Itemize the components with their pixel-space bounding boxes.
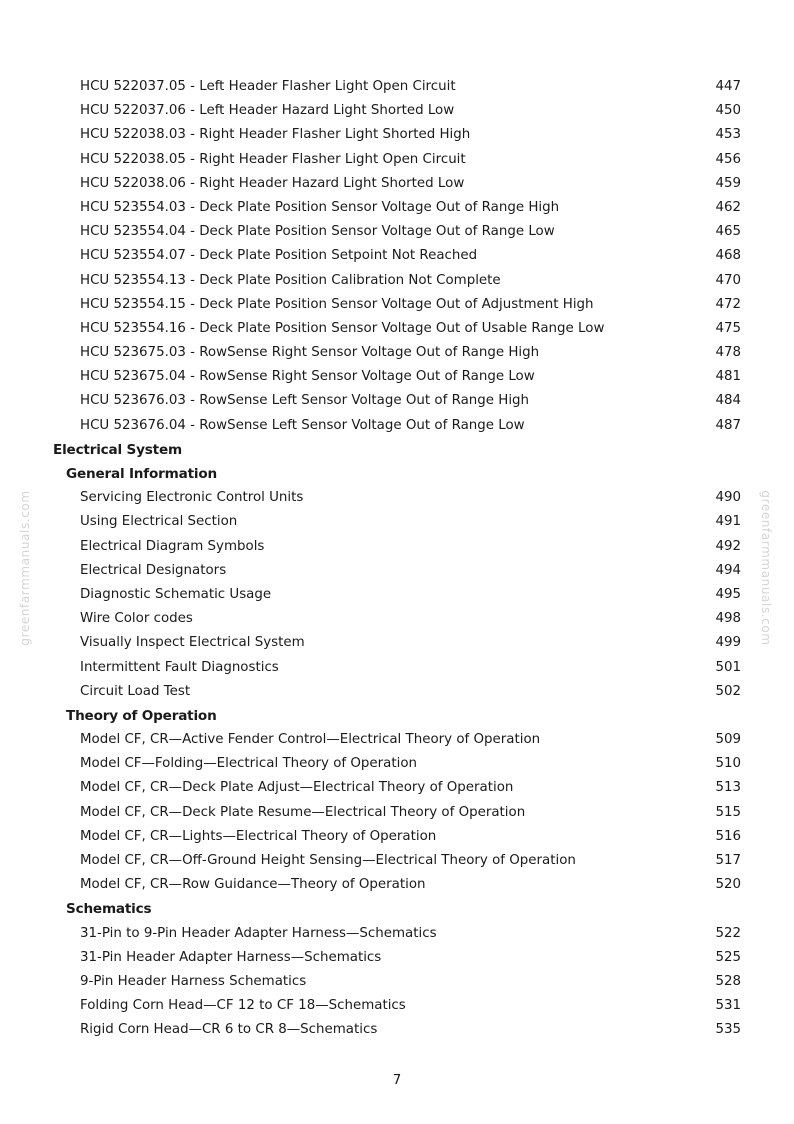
toc-entry-title: 31-Pin Header Adapter Harness—Schematics: [80, 949, 382, 965]
toc-entry-title: HCU 522038.03 - Right Header Flasher Light Shorted High: [80, 127, 471, 143]
toc-entry[interactable]: [0, 922, 794, 946]
toc-entry-title: HCU 523554.03 - Deck Plate Position Sensor Voltage Out of Range High: [80, 199, 560, 215]
toc-entry-page: 535: [715, 1022, 741, 1038]
toc-entry[interactable]: [0, 220, 794, 244]
toc-entry-page: 490: [715, 490, 741, 506]
toc-entry-title: HCU 523554.15 - Deck Plate Position Sensor Voltage Out of Adjustment High: [80, 296, 594, 312]
toc-entry-title: Using Electrical Section: [80, 514, 238, 530]
toc-entry[interactable]: [0, 293, 794, 317]
toc-entry[interactable]: [0, 148, 794, 172]
toc-entry-page: 475: [715, 320, 741, 336]
toc-heading-title: General Information: [66, 466, 217, 482]
toc-entry-title: 9-Pin Header Harness Schematics: [80, 973, 307, 989]
toc-entry-page: 509: [715, 732, 741, 748]
toc-entry-title: Model CF, CR—Off-Ground Height Sensing—Electrical Theory of Operation: [80, 853, 576, 868]
toc-entry[interactable]: [0, 849, 794, 873]
toc-entry[interactable]: [0, 414, 794, 438]
toc-entry-page: 484: [715, 393, 741, 409]
toc-entry-page: 531: [715, 998, 741, 1014]
toc-section-heading: [0, 438, 794, 462]
toc-entry-title: Model CF, CR—Lights—Electrical Theory of Operation: [80, 828, 437, 844]
toc-entry[interactable]: [0, 873, 794, 897]
toc-entry[interactable]: [0, 172, 794, 196]
toc-entry[interactable]: [0, 680, 794, 704]
toc-entry-page: 447: [715, 79, 741, 94]
toc-entry[interactable]: [0, 389, 794, 413]
toc-entry-title: HCU 522038.05 - Right Header Flasher Light Open Circuit: [80, 151, 466, 167]
toc-entry[interactable]: [0, 776, 794, 800]
toc-entry-page: 498: [715, 611, 741, 627]
toc-entry-title: Wire Color codes: [80, 611, 193, 627]
toc-entry-title: Model CF, CR—Deck Plate Adjust—Electrical Theory of Operation: [80, 780, 514, 796]
toc-entry-page: 502: [715, 683, 741, 699]
toc-entry[interactable]: [0, 486, 794, 510]
toc-entry[interactable]: [0, 99, 794, 123]
toc-entry-page: 515: [715, 804, 741, 820]
toc-entry-title: Folding Corn Head—CF 12 to CF 18—Schematics: [80, 998, 406, 1014]
toc-entry-page: 478: [715, 345, 741, 361]
toc-entry-title: Model CF, CR—Deck Plate Resume—Electrical Theory of Operation: [80, 804, 526, 820]
toc-entry-page: 510: [715, 756, 741, 772]
toc-subsection-heading: [0, 704, 794, 728]
toc-entry[interactable]: [0, 583, 794, 607]
toc-entry[interactable]: [0, 244, 794, 268]
watermark-right: greenfarmmanuals.com: [759, 490, 773, 646]
toc-entry-title: Servicing Electronic Control Units: [80, 490, 304, 506]
toc-entry[interactable]: [0, 317, 794, 341]
toc-entry-page: 470: [715, 272, 741, 288]
toc-entry-page: 501: [715, 659, 741, 675]
page-number: 7: [392, 1073, 402, 1088]
toc-entry[interactable]: [0, 365, 794, 389]
toc-entry-page: 462: [715, 199, 741, 215]
toc-entry-title: Model CF—Folding—Electrical Theory of Operation: [80, 756, 418, 772]
toc-heading-title: Theory of Operation: [66, 707, 217, 724]
toc-entry-page: 472: [715, 296, 741, 312]
toc-entry-title: HCU 523675.03 - RowSense Right Sensor Voltage Out of Range High: [80, 345, 540, 361]
toc-entry-title: Rigid Corn Head—CR 6 to CR 8—Schematics: [80, 1022, 378, 1038]
toc-entry-page: 491: [715, 514, 741, 530]
toc-entry-page: 492: [715, 538, 741, 554]
toc-entry[interactable]: [0, 970, 794, 994]
toc-entry-title: HCU 523675.04 - RowSense Right Sensor Voltage Out of Range Low: [80, 369, 535, 385]
toc-heading-title: Electrical System: [53, 441, 182, 458]
toc-entry[interactable]: [0, 825, 794, 849]
toc-entry-page: 495: [715, 586, 741, 602]
toc-entry[interactable]: [0, 559, 794, 583]
toc-entry[interactable]: [0, 801, 794, 825]
toc-entry-page: 465: [715, 224, 741, 240]
toc-entry-page: 494: [715, 562, 741, 578]
toc-entry[interactable]: [0, 75, 794, 99]
toc-entry-title: HCU 522037.06 - Left Header Hazard Light Shorted Low: [80, 103, 455, 119]
toc-entry-page: 453: [715, 127, 741, 143]
toc-entry-title: HCU 522037.05 - Left Header Flasher Light Open Circuit: [80, 79, 456, 94]
toc-entry[interactable]: [0, 123, 794, 147]
toc-entry[interactable]: [0, 946, 794, 970]
toc-entry[interactable]: [0, 656, 794, 680]
toc-entry-title: Circuit Load Test: [80, 683, 191, 699]
toc-entry-title: HCU 523554.16 - Deck Plate Position Sensor Voltage Out of Usable Range Low: [80, 320, 605, 336]
toc-entry-page: 481: [715, 369, 741, 385]
toc-entry[interactable]: [0, 510, 794, 534]
toc-entry-title: Electrical Diagram Symbols: [80, 538, 265, 554]
toc-entry-page: 499: [715, 635, 741, 651]
toc-subsection-heading: [0, 462, 794, 486]
toc-entry[interactable]: [0, 728, 794, 752]
toc-entry-title: Visually Inspect Electrical System: [80, 635, 305, 651]
toc-entry[interactable]: [0, 1018, 794, 1042]
toc-heading-title: Schematics: [66, 901, 152, 918]
toc-entry-title: HCU 523676.03 - RowSense Left Sensor Voltage Out of Range High: [80, 393, 530, 409]
toc-entry-page: 522: [715, 925, 741, 941]
toc-entry[interactable]: [0, 535, 794, 559]
toc-entry-page: 456: [715, 151, 741, 167]
toc-entry-page: 450: [715, 103, 741, 119]
toc-entry-title: Intermittent Fault Diagnostics: [80, 659, 279, 675]
toc-entry-title: Electrical Designators: [80, 562, 227, 578]
toc-entry-title: Diagnostic Schematic Usage: [80, 586, 272, 602]
toc-entry[interactable]: [0, 752, 794, 776]
toc-entry[interactable]: [0, 196, 794, 220]
toc-entry-title: HCU 523554.13 - Deck Plate Position Calibration Not Complete: [80, 272, 501, 288]
table-of-contents: [0, 75, 794, 1043]
toc-entry-page: 487: [715, 417, 741, 433]
toc-entry-page: 517: [715, 853, 741, 868]
toc-entry-page: 468: [715, 248, 741, 264]
watermark-left: greenfarmmanuals.com: [18, 490, 32, 646]
toc-entry-title: 31-Pin to 9-Pin Header Adapter Harness—Schematics: [80, 925, 437, 941]
toc-entry-page: 520: [715, 877, 741, 893]
toc-entry-page: 459: [715, 175, 741, 191]
toc-entry-title: HCU 522038.06 - Right Header Hazard Light Shorted Low: [80, 175, 465, 191]
toc-entry-title: HCU 523554.07 - Deck Plate Position Setpoint Not Reached: [80, 248, 478, 264]
toc-entry[interactable]: [0, 341, 794, 365]
toc-entry-title: Model CF, CR—Active Fender Control—Electrical Theory of Operation: [80, 732, 541, 748]
toc-entry[interactable]: [0, 631, 794, 655]
toc-entry[interactable]: [0, 994, 794, 1018]
toc-entry[interactable]: [0, 607, 794, 631]
toc-entry-page: 516: [715, 828, 741, 844]
toc-entry-page: 513: [715, 780, 741, 796]
toc-entry[interactable]: [0, 269, 794, 293]
toc-entry-title: Model CF, CR—Row Guidance—Theory of Operation: [80, 877, 426, 893]
toc-entry-title: HCU 523676.04 - RowSense Left Sensor Voltage Out of Range Low: [80, 417, 525, 433]
toc-entry-page: 528: [715, 973, 741, 989]
toc-subsection-heading: [0, 897, 794, 921]
toc-entry-page: 525: [715, 949, 741, 965]
toc-entry-title: HCU 523554.04 - Deck Plate Position Sensor Voltage Out of Range Low: [80, 224, 555, 240]
